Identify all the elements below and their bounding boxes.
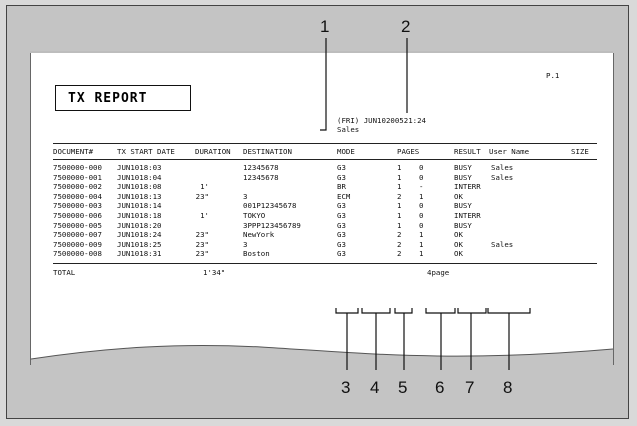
cell-user-name: Sales bbox=[491, 239, 514, 249]
cell-pages-count: 0 bbox=[419, 172, 424, 182]
callout-3: 3 bbox=[341, 378, 351, 397]
cell-pages-sent: 1 bbox=[397, 220, 402, 230]
cell-result: OK bbox=[454, 191, 463, 201]
cell-mode: ECM bbox=[337, 191, 351, 201]
cell-user-name: Sales bbox=[491, 163, 514, 172]
cell-start-date: JUN1018:13 bbox=[117, 191, 162, 201]
cell-document: 7500000-004 bbox=[53, 191, 102, 201]
col-header-mode: MODE bbox=[337, 147, 355, 156]
col-header-result: RESULT bbox=[454, 147, 481, 156]
cell-mode: G3 bbox=[337, 211, 346, 220]
callout-6: 6 bbox=[435, 378, 445, 397]
total-label: TOTAL bbox=[53, 268, 76, 277]
col-header-user-name: User Name bbox=[489, 147, 530, 156]
cell-result: OK bbox=[454, 249, 463, 259]
cell-duration: 1' bbox=[200, 211, 209, 220]
cell-destination: NewYork bbox=[243, 230, 275, 240]
cell-pages-sent: 2 bbox=[397, 230, 402, 240]
cell-result: BUSY bbox=[454, 163, 472, 172]
cell-document: 7500000-002 bbox=[53, 182, 102, 192]
cell-start-date: JUN1018:25 bbox=[117, 239, 162, 249]
callout-5: 5 bbox=[398, 378, 408, 397]
cell-pages-count: 0 bbox=[419, 201, 424, 211]
report-title: TX REPORT bbox=[55, 85, 191, 111]
cell-mode: G3 bbox=[337, 249, 346, 259]
cell-pages-count: 1 bbox=[419, 191, 424, 201]
cell-pages-sent: 1 bbox=[397, 163, 402, 172]
cell-mode: G3 bbox=[337, 172, 346, 182]
cell-destination: 12345678 bbox=[243, 163, 279, 172]
cell-result: OK bbox=[454, 230, 463, 240]
cell-pages-count: 0 bbox=[419, 220, 424, 230]
cell-destination: Boston bbox=[243, 249, 270, 259]
cell-document: 7500000-003 bbox=[53, 201, 102, 211]
cell-destination: TOKYO bbox=[243, 211, 266, 220]
cell-destination: 3 bbox=[243, 239, 248, 249]
col-header-pages: PAGES bbox=[397, 147, 420, 156]
cell-start-date: JUN1018:20 bbox=[117, 220, 162, 230]
report-date-time: (FRI) JUN10200521:24 bbox=[337, 116, 426, 125]
cell-pages-count: 1 bbox=[419, 249, 424, 259]
cell-mode: G3 bbox=[337, 163, 346, 172]
cell-mode: G3 bbox=[337, 201, 346, 211]
cell-pages-count: 0 bbox=[419, 163, 424, 172]
cell-result: OK bbox=[454, 239, 463, 249]
cell-destination: 12345678 bbox=[243, 172, 279, 182]
col-header-start-date: TX START DATE bbox=[117, 147, 175, 156]
cell-pages-sent: 2 bbox=[397, 191, 402, 201]
cell-document: 7500000-007 bbox=[53, 230, 102, 240]
cell-pages-count: - bbox=[419, 182, 424, 192]
col-header-document: DOCUMENT# bbox=[53, 147, 94, 156]
cell-duration: 23" bbox=[195, 191, 209, 201]
cell-pages-sent: 1 bbox=[397, 182, 402, 192]
cell-result: INTERR bbox=[454, 182, 481, 192]
total-duration: 1'34" bbox=[203, 268, 226, 277]
col-header-size: SIZE bbox=[571, 147, 589, 156]
cell-destination: 3 bbox=[243, 191, 248, 201]
cell-start-date: JUN1018:04 bbox=[117, 172, 162, 182]
col-header-destination: DESTINATION bbox=[243, 147, 292, 156]
cell-pages-sent: 1 bbox=[397, 172, 402, 182]
cell-duration: 1' bbox=[200, 182, 209, 192]
cell-destination: 3PPP123456789 bbox=[243, 220, 301, 230]
callout-4: 4 bbox=[370, 378, 380, 397]
cell-document: 7500000-005 bbox=[53, 220, 102, 230]
cell-pages-sent: 1 bbox=[397, 211, 402, 220]
callout-8: 8 bbox=[503, 378, 513, 397]
callout-2: 2 bbox=[401, 17, 411, 36]
cell-result: INTERR bbox=[454, 211, 481, 220]
cell-duration: 23" bbox=[195, 249, 209, 259]
cell-pages-sent: 2 bbox=[397, 249, 402, 259]
cell-document: 7500000-008 bbox=[53, 249, 102, 259]
cell-start-date: JUN1018:24 bbox=[117, 230, 162, 240]
sender-name: Sales bbox=[337, 125, 360, 134]
cell-mode: G3 bbox=[337, 239, 346, 249]
cell-mode: G3 bbox=[337, 220, 346, 230]
page-number: P.1 bbox=[546, 71, 560, 80]
callout-7: 7 bbox=[465, 378, 475, 397]
cell-start-date: JUN1018:08 bbox=[117, 182, 162, 192]
cell-start-date: JUN1018:18 bbox=[117, 211, 162, 220]
cell-document: 7500000-001 bbox=[53, 172, 102, 182]
callout-1: 1 bbox=[320, 17, 330, 36]
cell-mode: G3 bbox=[337, 230, 346, 240]
cell-duration: 23" bbox=[195, 230, 209, 240]
cell-document: 7500000-006 bbox=[53, 211, 102, 220]
cell-user-name: Sales bbox=[491, 172, 514, 182]
cell-start-date: JUN1018:14 bbox=[117, 201, 162, 211]
total-pages: 4page bbox=[427, 268, 450, 277]
cell-document: 7500000-009 bbox=[53, 239, 102, 249]
cell-mode: BR bbox=[337, 182, 346, 192]
col-header-duration: DURATION bbox=[195, 147, 231, 156]
cell-pages-count: 1 bbox=[419, 239, 424, 249]
cell-result: BUSY bbox=[454, 220, 472, 230]
cell-pages-sent: 2 bbox=[397, 239, 402, 249]
cell-pages-sent: 1 bbox=[397, 201, 402, 211]
cell-result: BUSY bbox=[454, 201, 472, 211]
cell-duration: 23" bbox=[195, 239, 209, 249]
cell-pages-count: 0 bbox=[419, 211, 424, 220]
cell-result: BUSY bbox=[454, 172, 472, 182]
cell-document: 7500000-000 bbox=[53, 163, 102, 172]
cell-start-date: JUN1018:03 bbox=[117, 163, 162, 172]
cell-start-date: JUN1018:31 bbox=[117, 249, 162, 259]
cell-pages-count: 1 bbox=[419, 230, 424, 240]
cell-destination: 001P12345678 bbox=[243, 201, 297, 211]
